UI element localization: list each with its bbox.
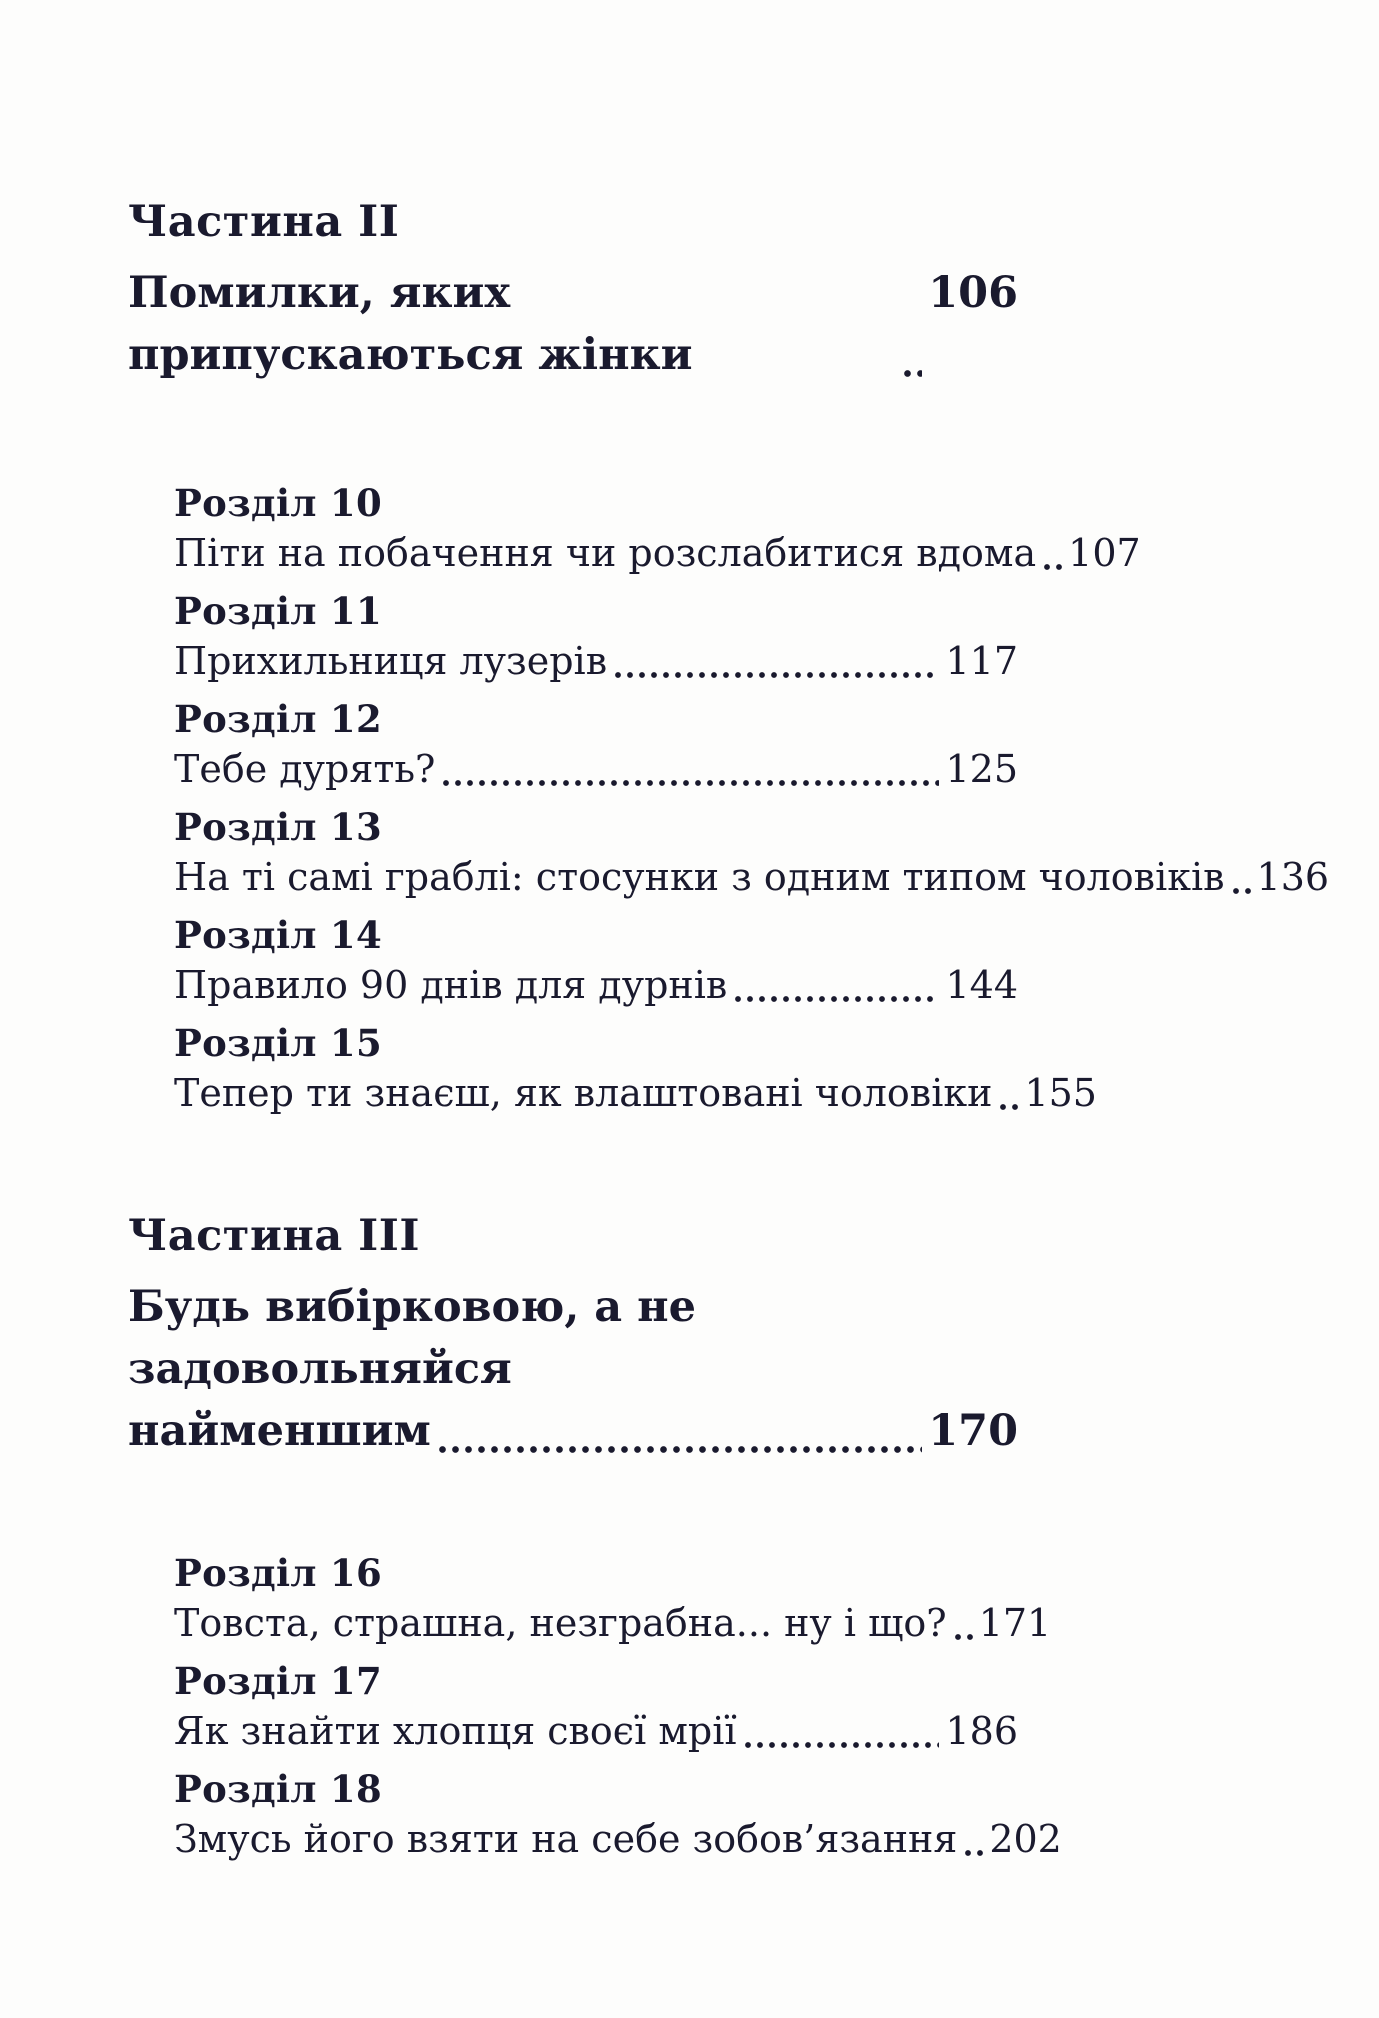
chapter-row [174,1598,1052,1648]
chapter-page-number: 144 [945,963,1018,1007]
chapter-page-number: 155 [1024,1071,1097,1115]
dot-leader [965,1849,983,1857]
part-page-number: 170 [928,1406,1018,1456]
chapter-row [174,636,1018,686]
table-of-contents [128,196,1330,1864]
dot-leader [955,1633,973,1641]
part-title-line-2: найменшим [128,1406,431,1456]
chapter-label: Розділ 10 [174,481,382,525]
toc-chapter-15 [174,1018,1097,1118]
chapter-title: Тепер ти знаєш, як влаштовані чоловіки [174,1071,993,1115]
dot-leader [1233,887,1251,895]
chapter-label: Розділ 16 [174,1551,382,1595]
toc-chapter-17 [174,1656,1018,1756]
part-title-line-1: Будь вибірковою, а не задовольняйся [128,1282,696,1394]
chapter-row [174,744,1018,794]
chapter-page-number: 117 [945,639,1018,683]
toc-chapter-14 [174,910,1018,1010]
toc-chapter-13 [174,802,1330,902]
dot-leader [615,671,939,679]
dot-leader [443,779,939,787]
chapter-title: Тебе дурять? [174,747,436,791]
chapter-page-number: 136 [1256,855,1330,899]
chapter-page-number: 202 [989,1817,1062,1861]
chapter-label: Розділ 12 [174,697,382,741]
toc-chapter-16 [174,1548,1052,1648]
chapter-title: Правило 90 днів для дурнів [174,963,728,1007]
chapter-label: Розділ 11 [174,589,382,633]
part-title-row [128,262,1018,386]
chapter-title: Прихильниця лузерів [174,639,608,683]
chapter-page-number: 125 [945,747,1018,791]
dot-leader [1000,1103,1018,1111]
part-heading: Частина III [128,1211,420,1261]
toc-chapter-12 [174,694,1018,794]
chapter-title: На ті самі граблі: стосунки з одним типом чоловіків [174,855,1225,899]
chapter-page-number: 171 [978,1601,1052,1645]
toc-chapter-11 [174,586,1018,686]
chapter-row [174,852,1330,902]
dot-leader [735,995,939,1003]
part-title: Помилки, яких припускаються жінки [128,268,693,380]
part-page-number: 106 [928,268,1018,318]
dot-leader [439,1445,922,1454]
dot-leader [1044,563,1062,571]
toc-part-3 [128,1210,1062,1864]
chapter-page-number: 107 [1068,531,1141,575]
chapter-page-number: 186 [945,1709,1018,1753]
chapter-row [174,1068,1097,1118]
chapter-label: Розділ 14 [174,913,382,957]
part-title-block [128,1276,1018,1462]
chapter-label: Розділ 13 [174,805,382,849]
part-title-block [128,262,1018,386]
chapter-row [174,1814,1062,1864]
chapter-title: Піти на побачення чи розслабитися вдома [174,531,1037,575]
chapter-title: Змусь його взяти на себе зобов’язання [174,1817,958,1861]
chapter-row [174,1706,1018,1756]
dot-leader [745,1741,940,1749]
chapter-title: Як знайти хлопця своєї мрії [174,1709,737,1753]
toc-chapter-10 [174,478,1141,578]
toc-part-2 [128,196,1330,1118]
chapter-label: Розділ 17 [174,1659,382,1703]
part-heading: Частина II [128,197,400,247]
chapter-label: Розділ 15 [174,1021,382,1065]
chapter-row [174,528,1141,578]
chapter-title: Товста, страшна, незграбна... ну і що? [174,1601,947,1645]
dot-leader [904,369,922,378]
chapter-row [174,960,1018,1010]
chapter-label: Розділ 18 [174,1767,382,1811]
part-title-row [128,1400,1018,1462]
toc-chapter-18 [174,1764,1062,1864]
